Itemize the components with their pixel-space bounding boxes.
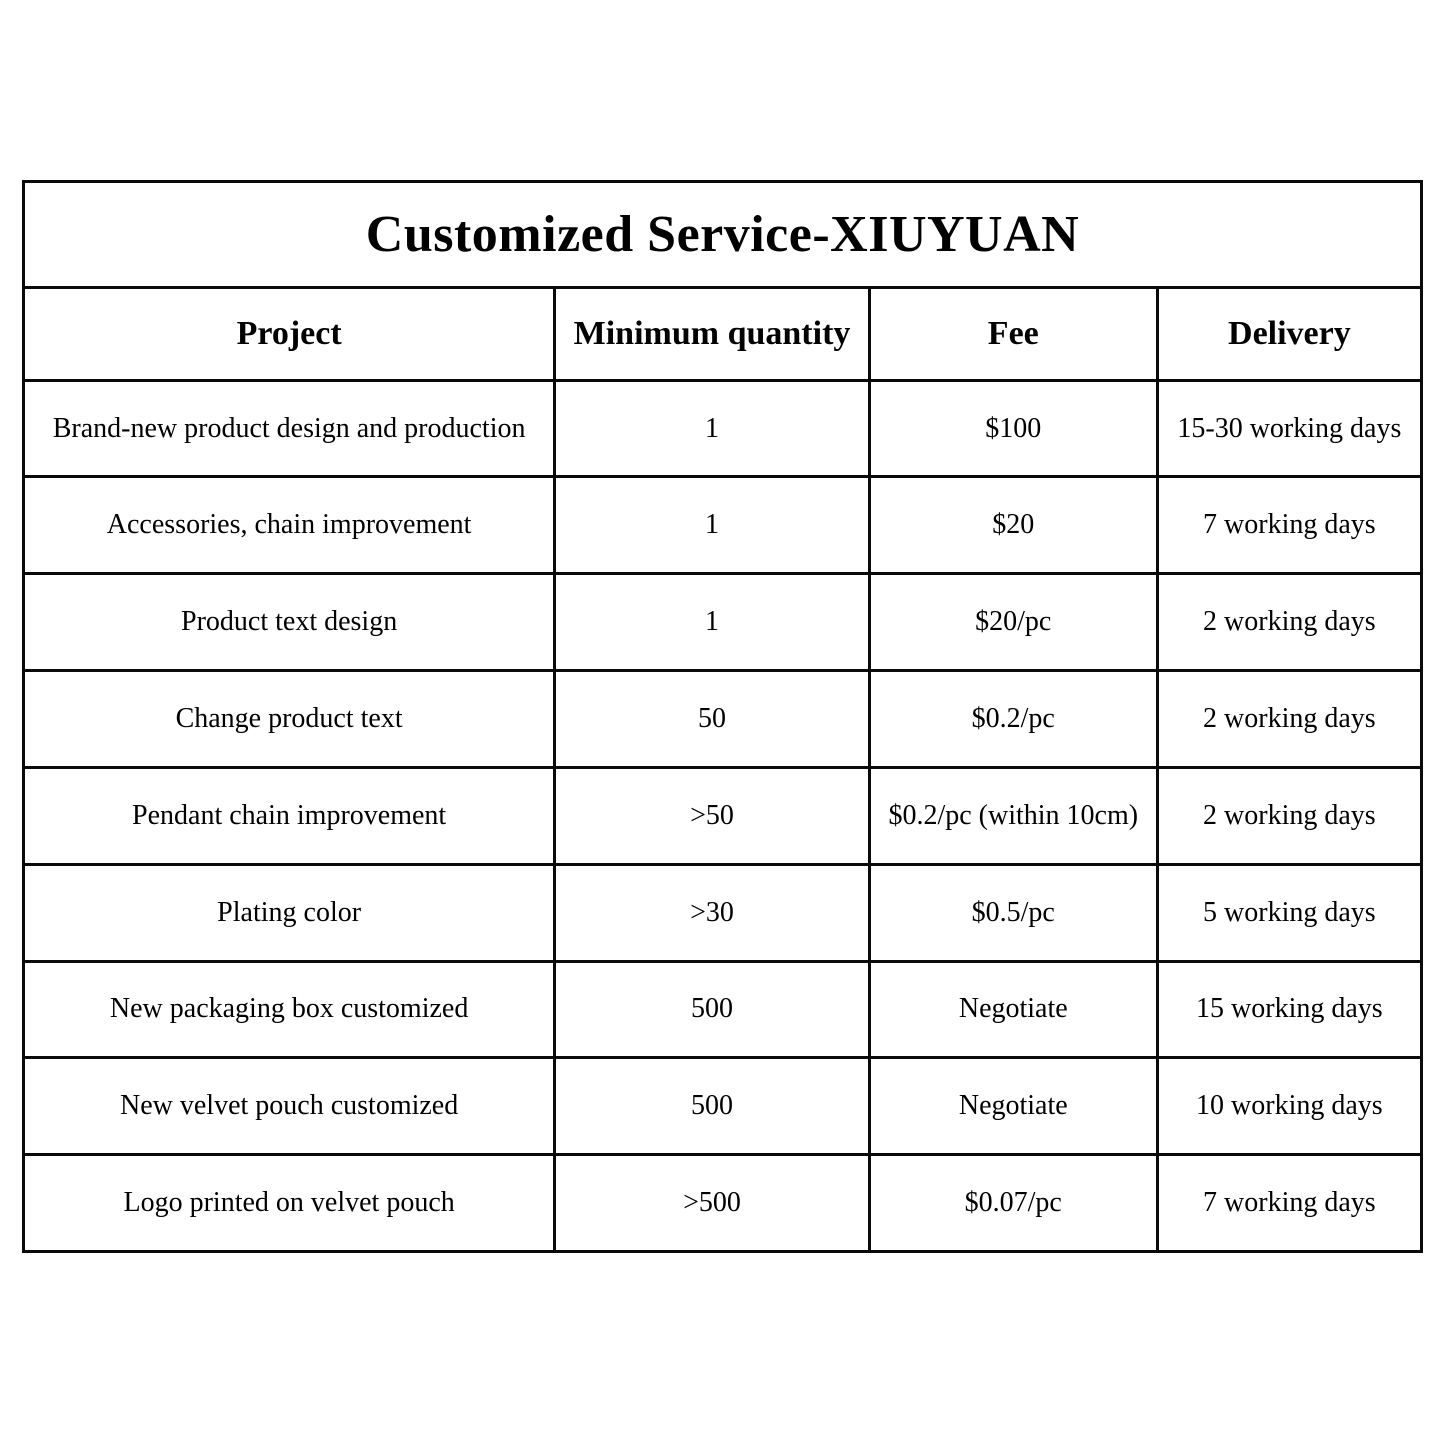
cell-project: Change product text [24, 671, 555, 768]
table-title: Customized Service-XIUYUAN [24, 182, 1422, 288]
column-header-fee: Fee [869, 287, 1157, 380]
cell-min-quantity: 500 [555, 1058, 870, 1155]
cell-project: Product text design [24, 574, 555, 671]
cell-project: Pendant chain improvement [24, 767, 555, 864]
header-row [24, 287, 1422, 380]
table-row [24, 961, 1422, 1058]
cell-delivery: 10 working days [1157, 1058, 1421, 1155]
cell-project: New packaging box customized [24, 961, 555, 1058]
table-row [24, 767, 1422, 864]
cell-min-quantity: 1 [555, 477, 870, 574]
cell-fee: $20 [869, 477, 1157, 574]
customized-service-table [22, 180, 1423, 1253]
cell-delivery: 7 working days [1157, 1155, 1421, 1252]
table-row [24, 574, 1422, 671]
cell-min-quantity: >30 [555, 864, 870, 961]
table-row [24, 864, 1422, 961]
column-header-min-quantity: Minimum quantity [555, 287, 870, 380]
cell-delivery: 15 working days [1157, 961, 1421, 1058]
cell-project: Plating color [24, 864, 555, 961]
table-row [24, 1058, 1422, 1155]
cell-fee: Negotiate [869, 1058, 1157, 1155]
cell-fee: $20/pc [869, 574, 1157, 671]
cell-delivery: 2 working days [1157, 574, 1421, 671]
cell-min-quantity: 1 [555, 574, 870, 671]
cell-fee: $0.2/pc [869, 671, 1157, 768]
table-row [24, 477, 1422, 574]
cell-project: Logo printed on velvet pouch [24, 1155, 555, 1252]
cell-min-quantity: >500 [555, 1155, 870, 1252]
table-row [24, 380, 1422, 477]
cell-min-quantity: >50 [555, 767, 870, 864]
column-header-project: Project [24, 287, 555, 380]
cell-delivery: 7 working days [1157, 477, 1421, 574]
cell-delivery: 15-30 working days [1157, 380, 1421, 477]
customized-service-table-container [22, 180, 1423, 1253]
cell-min-quantity: 50 [555, 671, 870, 768]
cell-delivery: 2 working days [1157, 767, 1421, 864]
column-header-delivery: Delivery [1157, 287, 1421, 380]
cell-fee: $0.2/pc (within 10cm) [869, 767, 1157, 864]
cell-delivery: 5 working days [1157, 864, 1421, 961]
cell-fee: $100 [869, 380, 1157, 477]
table-row [24, 671, 1422, 768]
cell-project: New velvet pouch customized [24, 1058, 555, 1155]
cell-project: Accessories, chain improvement [24, 477, 555, 574]
cell-fee: $0.5/pc [869, 864, 1157, 961]
cell-delivery: 2 working days [1157, 671, 1421, 768]
cell-project: Brand-new product design and production [24, 380, 555, 477]
cell-fee: $0.07/pc [869, 1155, 1157, 1252]
table-row [24, 1155, 1422, 1252]
cell-fee: Negotiate [869, 961, 1157, 1058]
cell-min-quantity: 500 [555, 961, 870, 1058]
cell-min-quantity: 1 [555, 380, 870, 477]
title-row [24, 182, 1422, 288]
